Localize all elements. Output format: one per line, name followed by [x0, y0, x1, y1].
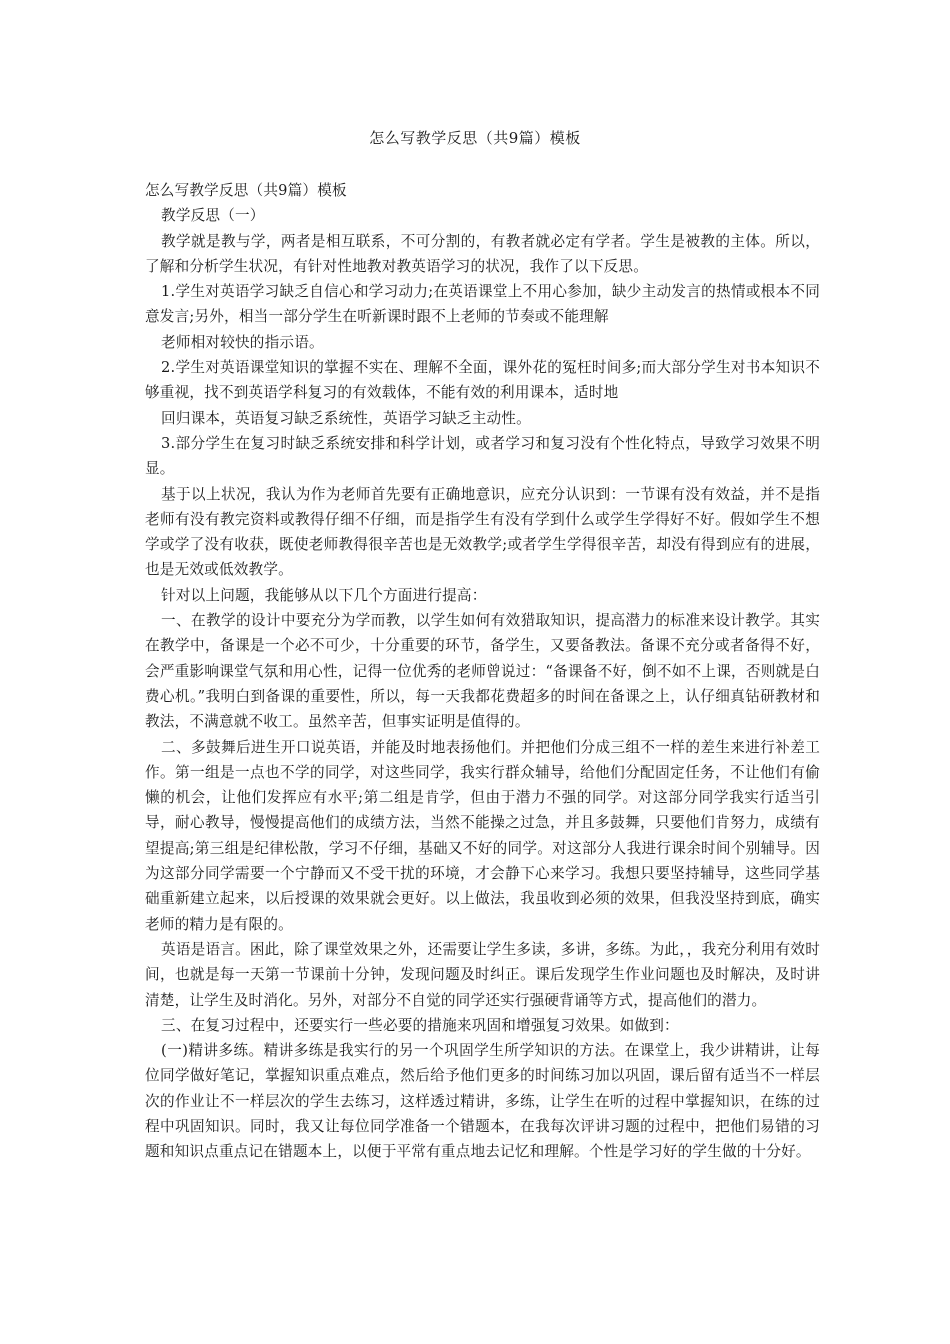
document-paragraph: 三、在复习过程中，还要实行一些必要的措施来巩固和增强复习效果。如做到： [161, 1016, 679, 1034]
document-paragraph: 教学就是教与学，两者是相互联系，不可分割的，有教者就必定有学者。学生是被教的主体。所以，了解和分析学生状况，有针对性地教对教英语学习的状况，我作了以下反思。 [145, 232, 820, 275]
document-heading: 怎么写教学反思（共9篇）模板 [145, 182, 347, 199]
document-paragraph: 一、在教学的设计中要充分为学而教，以学生如何有效猎取知识，提高潜力的标准来设计教学。其实在教学中，备课是一个必不可少，十分重要的环节，备学生，又要备教法。备课不充分或者备得不好，会严重影响课堂气氛和用心性，记得一位优秀的老师曾说过：“备课备不好，倒不如不上课，否则就是白费心机。”我明白到备课的重要性，所以，每一天我都花费超多的时间在备课之上，认仔细真钻研教材和教法，不满意就不收工。虽然辛苦，但事实证明是值得的。 [145, 612, 820, 731]
document-paragraph: (一)精讲多练。精讲多练是我实行的另一个巩固学生所学知识的方法。在课堂上，我少讲精讲，让每位同学做好笔记，掌握知识重点难点，然后给予他们更多的时间练习加以巩固，课后留有适当不一样层次的作业让不一样层次的学生去练习，这样透过精讲，多练，让学生在听的过程中掌握知识，在练的过程中巩固知识。同时，我又让每位同学准备一个错题本，在我每次评讲习题的过程中，把他们易错的习题和知识点重点记在错题本上，以便于平常有重点地去记忆和理解。个性是学习好的学生做的十分好。 [145, 1042, 820, 1161]
document-paragraph: 二、多鼓舞后进生开口说英语，并能及时地表扬他们。并把他们分成三组不一样的差生来进行补差工作。第一组是一点也不学的同学，对这些同学，我实行群众辅导，给他们分配固定任务，不让他们有偷懒的机会，让他们发挥应有水平;第二组是肯学，但由于潜力不强的同学。对这部分同学我实行适当引导，耐心教导，慢慢提高他们的成绩方法，当然不能操之过急，并且多鼓舞，只要他们肯努力，成绩有望提高;第三组是纪律松散，学习不仔细，基础又不好的同学。对这部分人我进行课余时间个别辅导。因为这部分同学需要一个宁静而又不受干扰的环境，才会静下心来学习。我想只要坚持辅导，这些同学基础重新建立起来，以后授课的效果就会更好。以上做法，我虽收到必须的效果，但我没坚持到底，确实老师的精力是有限的。 [145, 738, 820, 933]
document-paragraph: 针对以上问题，我能够从以下几个方面进行提高： [161, 586, 487, 604]
document-title: 怎么写教学反思（共9篇）模板 [369, 129, 581, 147]
document-paragraph: 1.学生对英语学习缺乏自信心和学习动力;在英语课堂上不用心参加，缺少主动发言的热情或根本不同意发言;另外，相当一部分学生在听新课时跟不上老师的节奏或不能理解 [145, 283, 820, 326]
document-paragraph: 英语是语言。困此，除了课堂效果之外，还需要让学生多读，多讲，多练。为此，，我充分利用有效时间，也就是每一天第一节课前十分钟，发现问题及时纠正。课后发现学生作业问题也及时解决，及时讲清楚，让学生及时消化。另外，对部分不自觉的同学还实行强硬背诵等方式，提高他们的潜力。 [145, 940, 820, 1009]
document-paragraph: 基于以上状况，我认为作为老师首先要有正确地意识，应充分认识到：一节课有没有效益，并不是指老师有没有教完资料或教得仔细不仔细，而是指学生有没有学到什么或学生学得好不好。假如学生不想学或学了没有收获，既使老师教得很辛苦也是无效教学;或者学生学得很辛苦，却没有得到应有的进展，也是无效或低效教学。 [145, 485, 820, 579]
document-paragraph: 老师相对较快的指示语。 [161, 333, 324, 351]
document-paragraph: 2.学生对英语课堂知识的掌握不实在、理解不全面，课外花的冤枉时间多;而大部分学生对书本知识不够重视，找不到英语学科复习的有效载体，不能有效的利用课本，适时地 [145, 359, 820, 402]
document-paragraph: 教学反思（一） [161, 207, 265, 225]
document-body [145, 178, 820, 1165]
document-paragraph: 回归课本，英语复习缺乏系统性，英语学习缺乏主动性。 [161, 409, 531, 427]
document-paragraph: 3.部分学生在复习时缺乏系统安排和科学计划，或者学习和复习没有个性化特点，导致学习效果不明显。 [145, 434, 820, 478]
